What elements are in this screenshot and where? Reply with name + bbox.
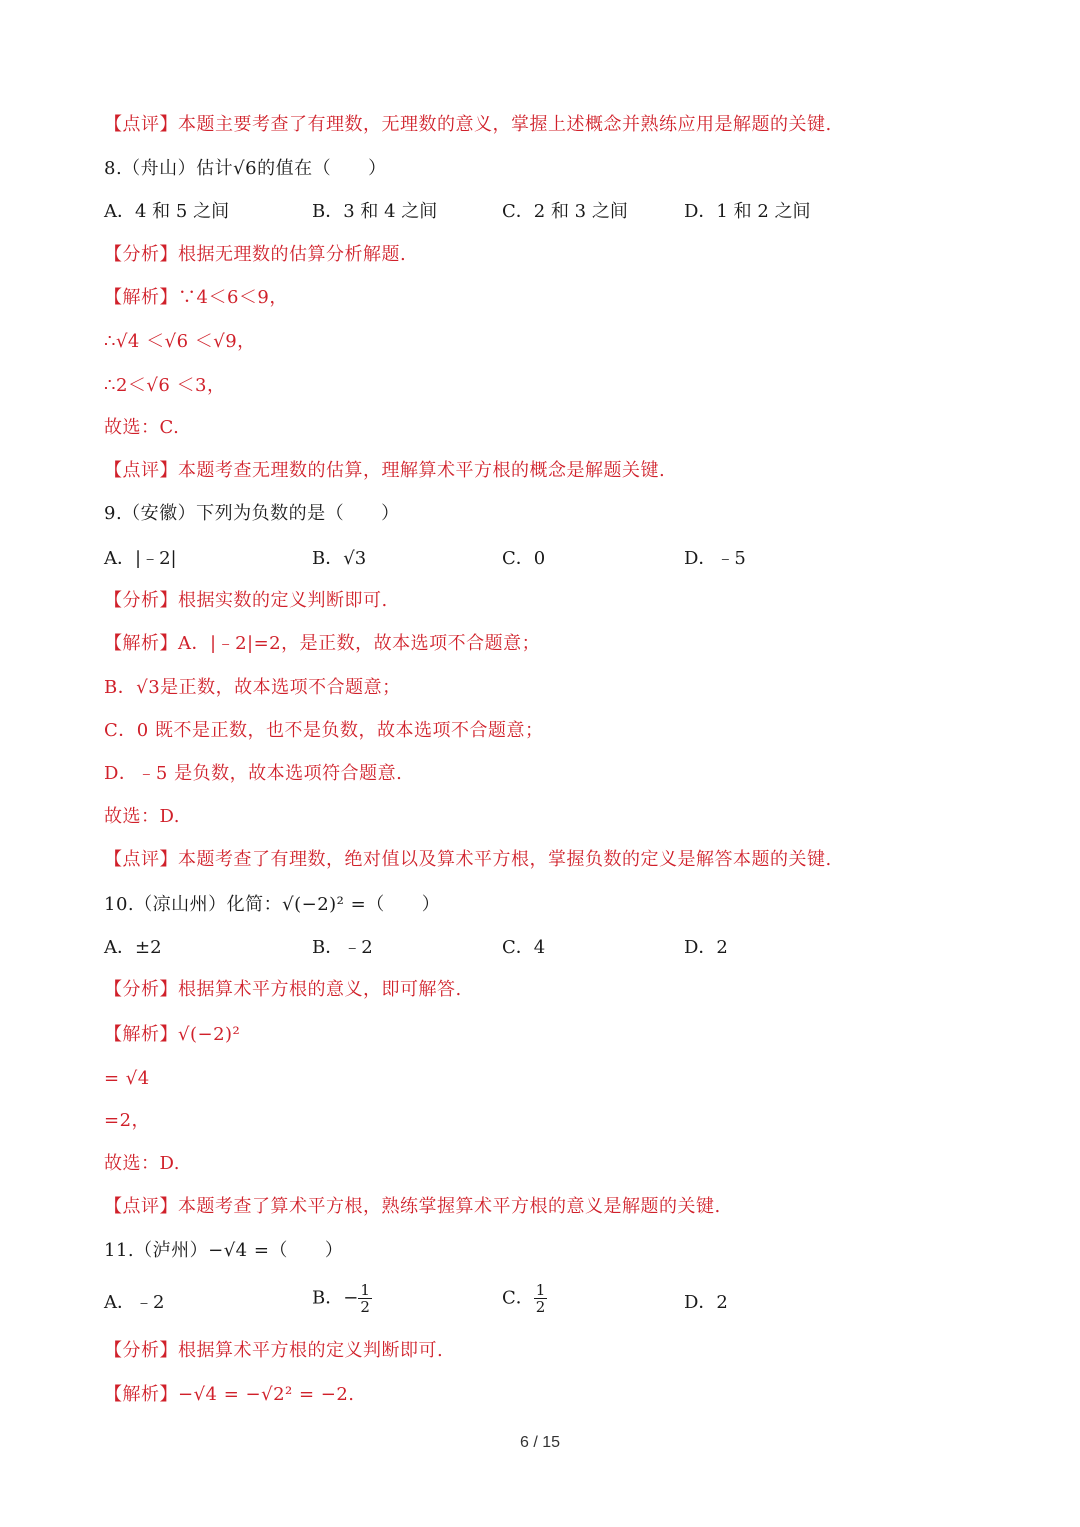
option-c-prefix: C． [502,1287,534,1309]
answer-q8: 故选：C. [104,417,180,438]
option-c [502,1282,547,1315]
answer-q10: 故选：D. [104,1153,181,1174]
option-a: A．±2 [104,937,162,958]
solution-q8-line1: 【解析】∵4＜6＜9， [104,287,288,308]
question-8: 8.（舟山）估计√6的值在（ ） [104,158,387,179]
solution-q8-line2: ∴√4 ＜√6 ＜√9， [104,331,256,352]
solution-q9-line3: C．0 既不是正数，也不是负数，故本选项不合题意； [104,720,544,741]
options-q9 [104,547,904,587]
solution-q11: 【解析】−√4 = −√2² = −2. [104,1384,355,1405]
comment-q10: 【点评】本题考查了算术平方根，熟练掌握算术平方根的意义是解题的关键. [104,1196,721,1217]
comment-q7: 【点评】本题主要考查了有理数，无理数的意义，掌握上述概念并熟练应用是解题的关键. [104,114,832,135]
option-b: B．√3 [312,548,367,569]
solution-q10-line1: 【解析】√(−2)² [104,1024,241,1045]
option-d: D．2 [684,1292,728,1313]
option-c: C．4 [502,937,546,958]
options-q10 [104,936,904,976]
fraction [534,1282,548,1315]
analysis-q11: 【分析】根据算术平方根的定义判断即可. [104,1340,444,1361]
option-b: B．﹣2 [312,937,373,958]
option-d: D．1 和 2 之间 [684,201,811,222]
page-number: 6 / 15 [519,1434,561,1451]
solution-q9-line1: 【解析】A．|﹣2|=2，是正数，故本选项不合题意； [104,633,541,654]
option-c: C．0 [502,548,546,569]
options-q11 [104,1282,904,1322]
option-b-prefix: B．− [312,1287,359,1309]
numerator: 1 [535,1281,546,1299]
denominator: 2 [535,1298,546,1316]
analysis-q8: 【分析】根据无理数的估算分析解题. [104,244,407,265]
option-c: C．2 和 3 之间 [502,201,628,222]
option-d: D．﹣5 [684,548,746,569]
solution-q10-line2: = √4 [104,1068,150,1089]
option-b [312,1282,372,1315]
solution-q8-line3: ∴2＜√6 ＜3， [104,375,226,396]
solution-q9-line2: B．√3是正数，故本选项不合题意； [104,677,401,698]
options-q8 [104,200,904,240]
comment-q8: 【点评】本题考查无理数的估算，理解算术平方根的概念是解题关键. [104,460,666,481]
comment-q9: 【点评】本题考查了有理数，绝对值以及算术平方根，掌握负数的定义是解答本题的关键. [104,849,832,870]
numerator: 1 [360,1281,370,1299]
option-a: A．﹣2 [104,1292,165,1313]
solution-q10-line3: =2， [104,1110,151,1131]
solution-q9-line4: D．﹣5 是负数，故本选项符合题意. [104,763,403,784]
question-10: 10.（凉山州）化简：√(−2)² =（ ） [104,894,441,915]
option-d: D．2 [684,937,728,958]
option-a: A．|﹣2| [104,548,177,569]
question-11: 11.（泸州）−√4 =（ ） [104,1240,344,1261]
fraction [358,1282,372,1315]
analysis-q10: 【分析】根据算术平方根的意义，即可解答. [104,979,462,1000]
option-a: A．4 和 5 之间 [104,201,230,222]
question-9: 9.（安徽）下列为负数的是（ ） [104,503,400,524]
option-b: B．3 和 4 之间 [312,201,438,222]
denominator: 2 [360,1298,370,1316]
answer-q9: 故选：D. [104,806,181,827]
analysis-q9: 【分析】根据实数的定义判断即可. [104,590,388,611]
